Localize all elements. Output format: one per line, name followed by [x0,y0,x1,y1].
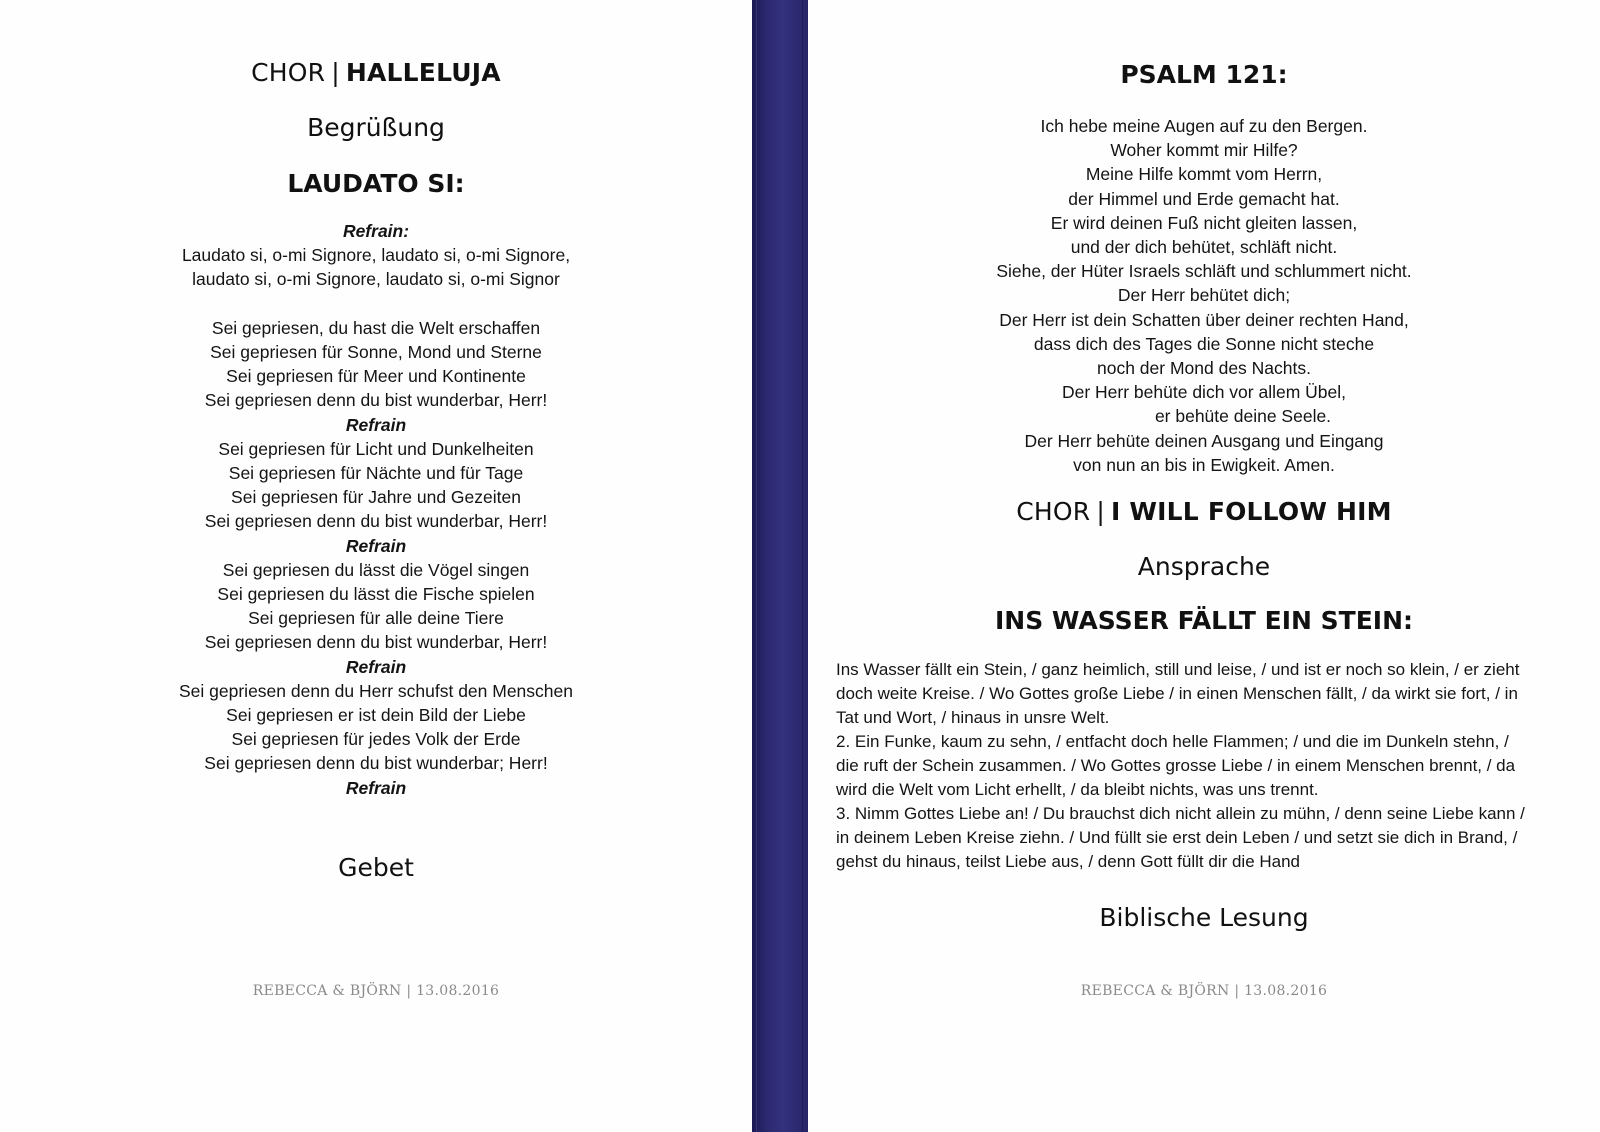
psalm-line: Er wird deinen Fuß nicht gleiten lassen, [1050,212,1358,233]
lyric-line: Ins Wasser fällt ein Stein, / ganz heimlich, still und leise, / und ist er noch so klein, / er zieht [836,660,1520,679]
verse-line: Sei gepriesen du lässt die Fische spielen [217,584,535,605]
verse-line: Sei gepriesen, du hast die Welt erschaffen [211,317,541,338]
refrain-line: laudato si, o-mi Signore, laudato si, o-mi Signor [192,269,560,290]
song-title-laudato: LAUDATO SI: [287,169,465,198]
verse-line: Sei gepriesen denn du bist wunderbar, Herr! [204,390,548,411]
choir-title: HALLELUJA [345,58,501,87]
verse-line: Sei gepriesen für Sonne, Mond und Sterne [210,342,542,363]
choir-heading-left [0,58,752,87]
wasser-lyrics [836,658,1556,874]
lyric-line: 3. Nimm Gottes Liebe an! / Du brauchst dich nicht allein zu mühn, / denn seine Liebe kann / [836,804,1525,823]
refrain-line: Laudato si, o-mi Signore, laudato si, o-mi Signore, [181,245,571,266]
psalm-line: Siehe, der Hüter Israels schläft und schlummert nicht. [996,261,1412,282]
verse-line: Sei gepriesen für Jahre und Gezeiten [231,487,521,508]
footer-left: REBECCA & BJÖRN | 13.08.2016 [252,983,500,999]
psalm-line: Der Herr behüte deinen Ausgang und Eingang [1024,430,1384,451]
lyric-line: doch weite Kreise. / Wo Gottes große Liebe / in einen Menschen fällt, / da wirkt sie fort, / in [836,684,1518,703]
psalm-line: dass dich des Tages die Sonne nicht steche [1033,333,1375,354]
psalm-line: Der Herr behüte dich vor allem Übel, [1061,382,1346,403]
choir-label: CHOR [251,58,326,87]
psalm-title: PSALM 121: [1120,60,1288,89]
lyric-line: gehst du hinaus, teilst Liebe aus, / denn Gott füllt dir die Hand [836,852,1301,871]
psalm-line: er behüte deine Seele. [1154,406,1332,427]
lyric-line: wird die Welt vom Licht erhellt, / da bleibt nichts, was uns trennt. [836,780,1319,799]
choir-label: CHOR [1016,497,1091,526]
verse-line: Sei gepriesen für alle deine Tiere [248,608,504,629]
address-heading: Ansprache [1137,552,1271,581]
lyric-line: 2. Ein Funke, kaum zu sehn, / entfacht doch helle Flammen; / und die im Dunkeln stehn, / [836,732,1509,751]
psalm-line: Woher kommt mir Hilfe? [1110,140,1298,161]
verse-line: Sei gepriesen für Licht und Dunkelheiten [218,438,534,459]
refrain-heading: Refrain: [342,221,410,241]
song-title-wasser: INS WASSER FÄLLT EIN STEIN: [994,606,1414,635]
psalm-line: von nun an bis in Ewigkeit. Amen. [1073,454,1335,475]
verse-list [0,316,752,800]
psalm-line: der Himmel und Erde gemacht hat. [1068,188,1340,209]
verse-line: Sei gepriesen denn du bist wunderbar, Herr! [204,632,548,653]
choir-title: I WILL FOLLOW HIM [1110,497,1392,526]
psalm-line: Ich hebe meine Augen auf zu den Bergen. [1040,116,1368,136]
psalm-line: Der Herr ist dein Schatten über deiner rechten Hand, [999,309,1409,330]
choir-heading-right [808,497,1600,526]
refrain-marker: Refrain [345,777,407,798]
psalm-line: Der Herr behütet dich; [1117,285,1291,306]
refrain-marker: Refrain [345,414,407,435]
verse-line: Sei gepriesen für Meer und Kontinente [226,366,526,387]
choir-separator: | [1096,497,1105,526]
choir-separator: | [331,58,340,87]
psalm-line: und der dich behütet, schläft nicht. [1070,237,1338,258]
greeting-heading: Begrüßung [307,113,445,142]
laudato-lyrics [0,219,752,800]
reading-heading: Biblische Lesung [1099,903,1309,932]
verse-line: Sei gepriesen für jedes Volk der Erde [231,729,521,750]
verse-line: Sei gepriesen denn du bist wunderbar, Herr! [204,511,548,532]
verse-line: Sei gepriesen er ist dein Bild der Liebe [226,705,526,726]
lyric-line: Tat und Wort, / hinaus in unsre Welt. [836,708,1110,727]
prayer-heading: Gebet [338,853,414,882]
lyric-line: die ruft der Schein zusammen. / Wo Gottes grosse Liebe / in einem Menschen brennt, / da [836,756,1516,775]
left-page [0,0,752,1132]
psalm-line: noch der Mond des Nachts. [1096,358,1311,379]
psalm-text [808,114,1600,477]
verse-line: Sei gepriesen denn du bist wunderbar; Herr! [204,753,548,774]
psalm-line: Meine Hilfe kommt vom Herrn, [1085,164,1323,185]
footer-right: REBECCA & BJÖRN | 13.08.2016 [1080,983,1328,999]
refrain-marker: Refrain [345,656,407,677]
verse-line: Sei gepriesen du lässt die Vögel singen [222,559,530,580]
right-page [808,0,1600,1132]
verse-line: Sei gepriesen denn du Herr schufst den Menschen [179,680,573,701]
page-ribbon [752,0,808,1132]
refrain-marker: Refrain [345,535,407,556]
verse-line: Sei gepriesen für Nächte und für Tage [228,463,524,484]
lyric-line: in deinem Leben Kreise ziehn. / Und füllt sie erst dein Leben / und setzt sie dich in Brand, / [836,828,1518,847]
